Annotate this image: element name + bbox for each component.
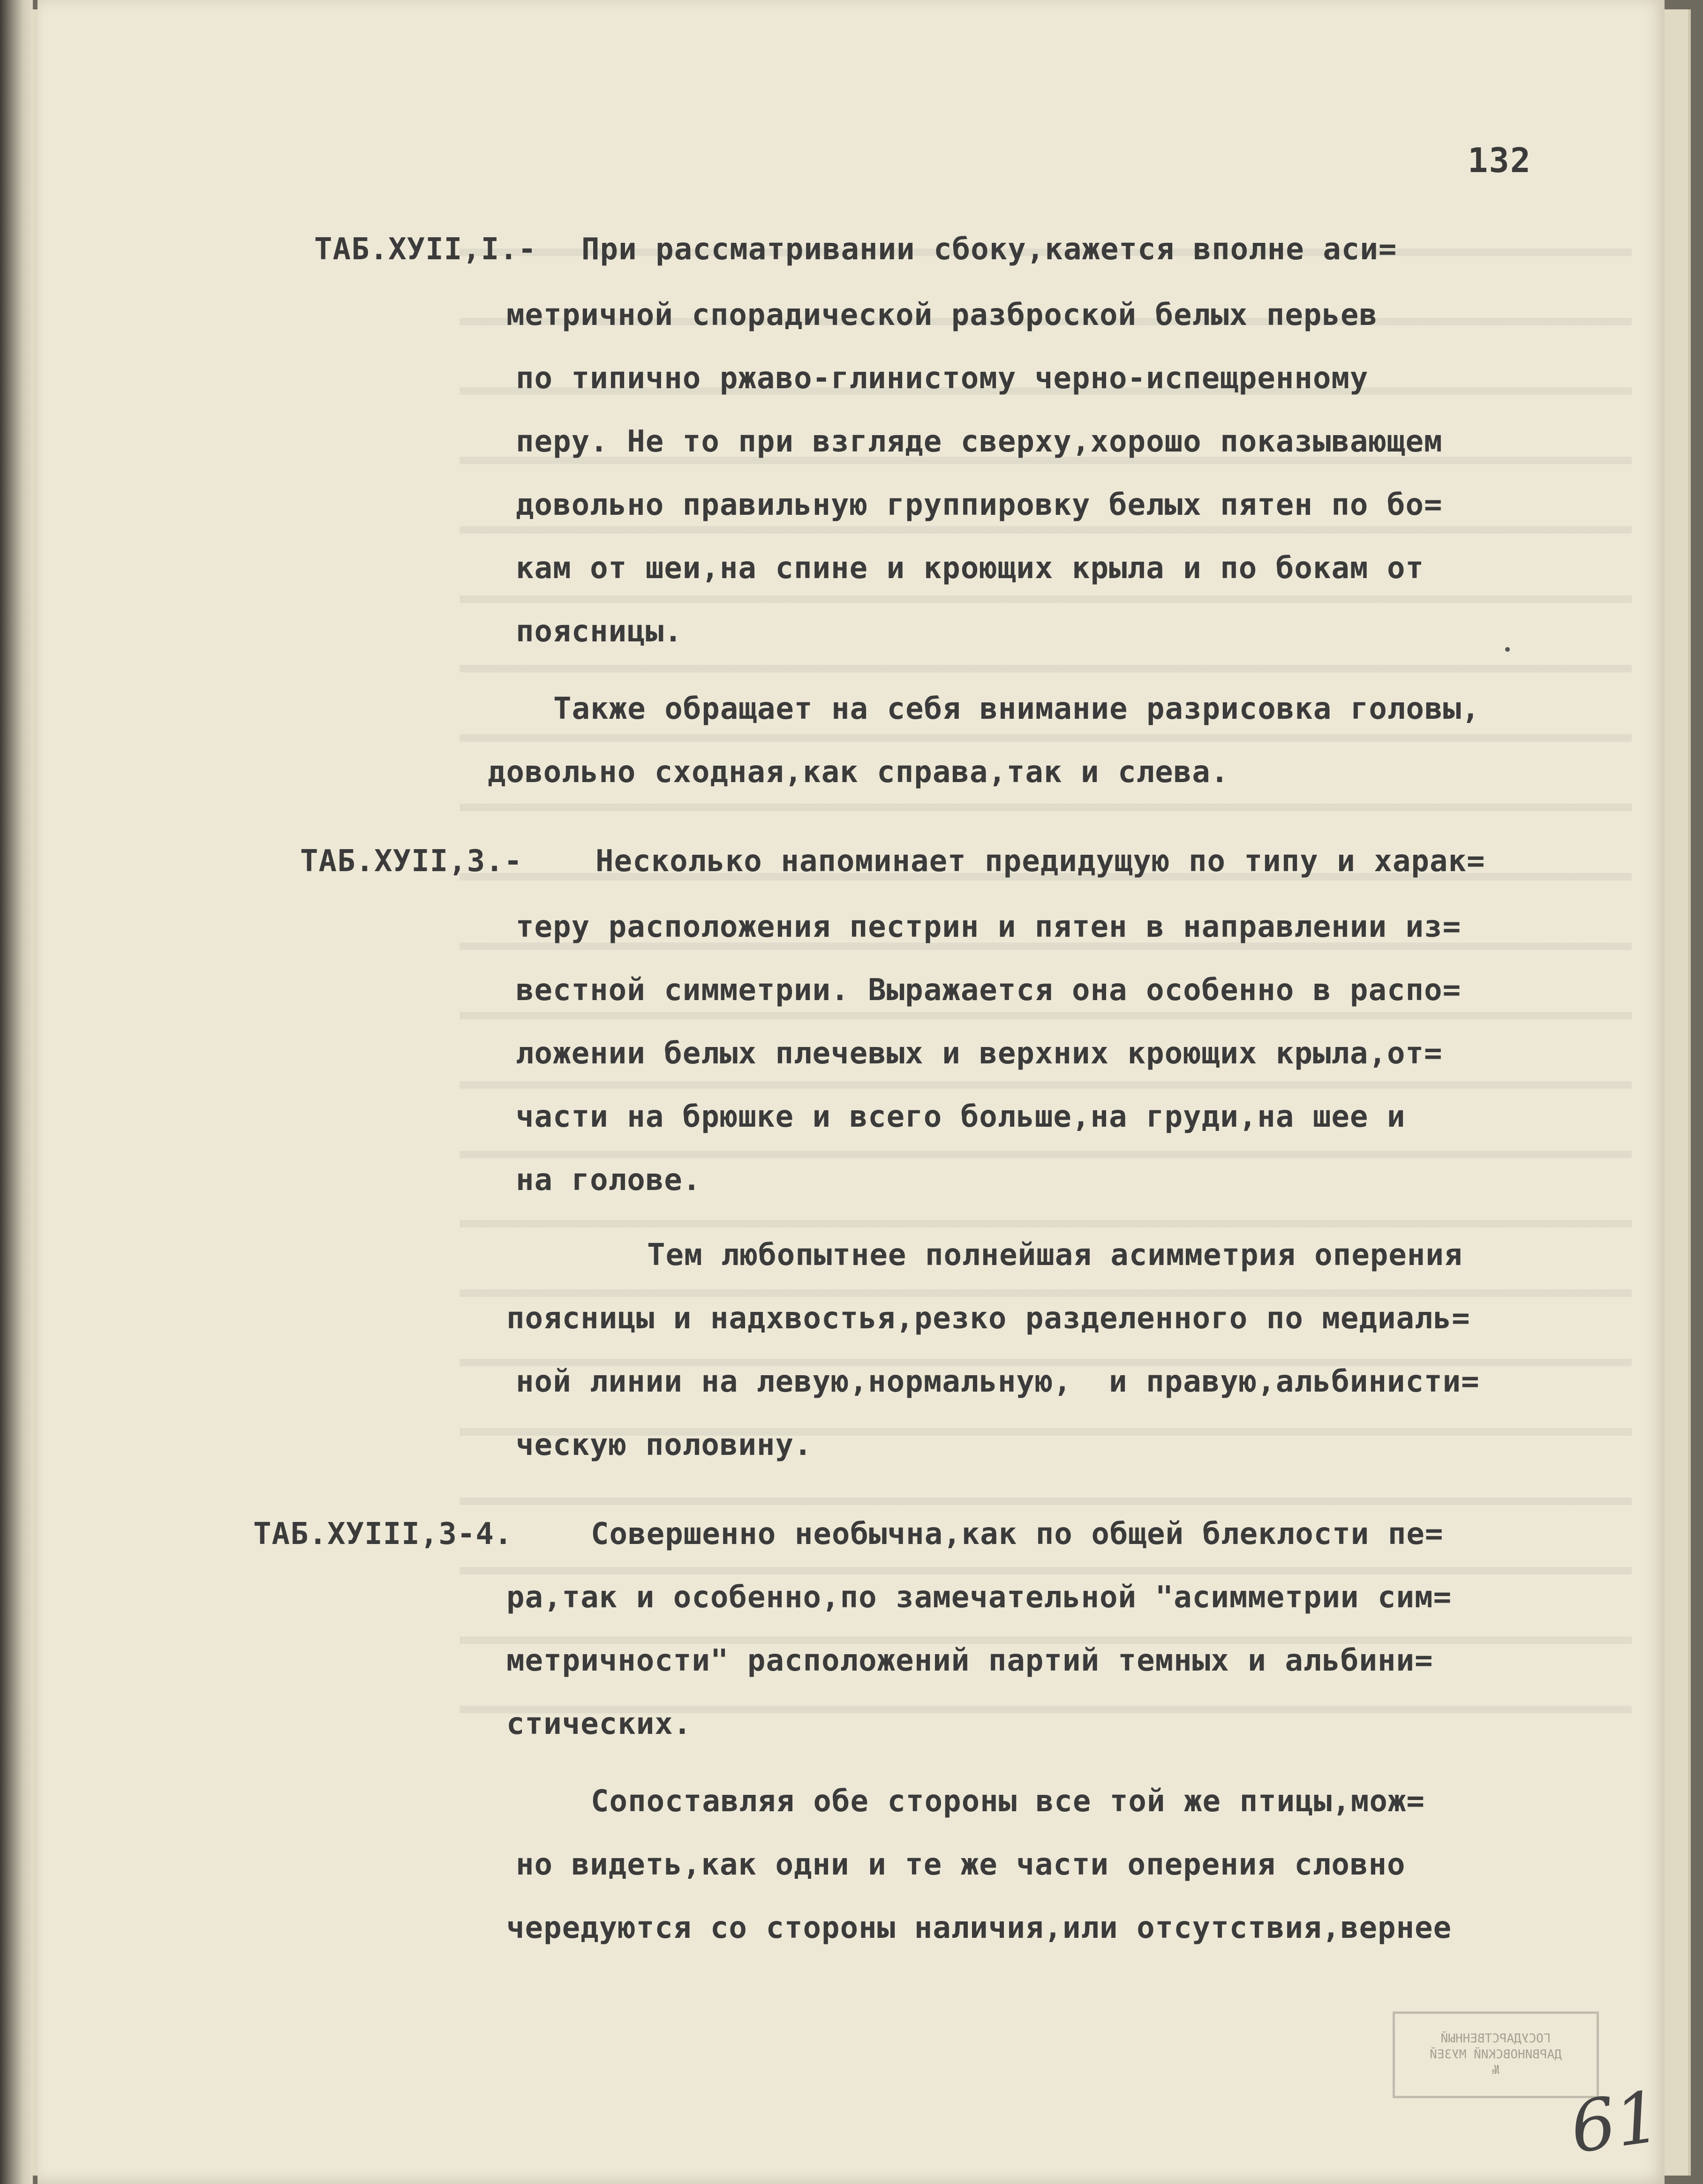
stamp-line: ДАРВИНОВСКИЙ МУЗЕЙ	[1430, 2047, 1562, 2062]
text-line: на голове.	[516, 1163, 701, 1197]
text-line: ческую половину.	[516, 1428, 813, 1462]
text-line: чередуются со стороны наличия,или отсутствия,вернее	[506, 1911, 1452, 1945]
text-line: довольно сходная,как справа,так и слева.	[488, 755, 1229, 790]
text-line: метричной спорадической разброской белых перьев	[506, 298, 1378, 332]
paragraph-label: ТАБ.ХУII,I.-	[314, 232, 537, 267]
text-line: ра,так и особенно,по замечательной "асимметрии сим=	[506, 1580, 1452, 1615]
text-line: вестной симметрии. Выражается она особенно в распо=	[516, 973, 1462, 1008]
text-line: стических.	[506, 1707, 692, 1741]
typewritten-page	[38, 0, 1665, 2184]
text-line: Совершенно необычна,как по общей блеклости пе=	[591, 1517, 1444, 1551]
binding-edge	[0, 0, 33, 2184]
text-line: перу. Не то при взгляде сверху,хорошо показывающем	[516, 424, 1443, 459]
text-line: Несколько напоминает предидущую по типу и харак=	[595, 844, 1485, 879]
text-line: ложении белых плечевых и верхних кроющих крыла,от=	[516, 1036, 1443, 1071]
text-line: Также обращает на себя внимание разрисовка головы,	[553, 692, 1480, 726]
ink-speck	[1505, 647, 1510, 652]
text-line: кам от шеи,на спине и кроющих крыла и по бокам от	[516, 551, 1424, 586]
paragraph-label: ТАБ.ХУIII,3-4.	[253, 1517, 513, 1551]
page-number: 132	[1468, 141, 1532, 180]
archive-stamp	[1393, 2011, 1599, 2098]
stamp-line: ГОСУДАРСТВЕННЫЙ	[1440, 2031, 1551, 2046]
text-line: части на брюшке и всего больше,на груди,на шее и	[516, 1100, 1406, 1134]
text-line: теру расположения пестрин и пятен в направлении из=	[516, 910, 1462, 944]
text-line: поясницы и надхвостья,резко разделенного по медиаль=	[506, 1301, 1470, 1336]
text-line: метричности" расположений партий темных и альбини=	[506, 1643, 1433, 1678]
handwritten-folio-number: 61	[1565, 2076, 1666, 2169]
paragraph-label: ТАБ.ХУII,3.-	[300, 844, 523, 879]
text-line: ной линии на левую,нормальную, и правую,альбинисти=	[516, 1364, 1480, 1399]
text-line: но видеть,как одни и те же части оперения словно	[516, 1847, 1406, 1882]
text-line: При рассматривании сбоку,кажется вполне аси=	[581, 232, 1397, 267]
text-line: поясницы.	[516, 614, 683, 649]
stamp-line: №	[1492, 2063, 1500, 2078]
text-line: Тем любопытнее полнейшая асимметрия оперения	[647, 1238, 1463, 1273]
text-line: Сопоставляя обе стороны все той же птицы,мож=	[591, 1784, 1425, 1819]
text-line: по типично ржаво-глинистому черно-испещренному	[516, 361, 1369, 396]
text-line: довольно правильную группировку белых пятен по бо=	[516, 488, 1443, 522]
